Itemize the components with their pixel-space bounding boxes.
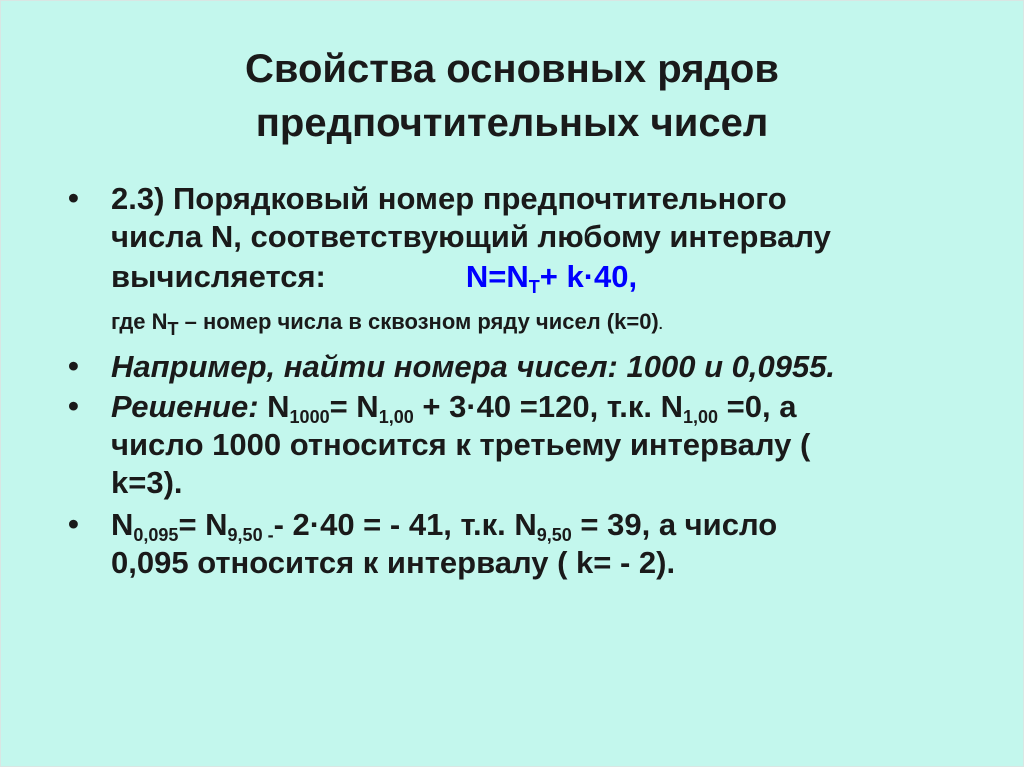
item3-sub-c: 1,00 bbox=[683, 407, 719, 427]
item4-eq-a: = N bbox=[178, 507, 228, 542]
item3-eq-c: =0, а bbox=[718, 389, 797, 424]
bullet-item-solution bbox=[68, 388, 968, 502]
bullet-item-second-example bbox=[68, 506, 968, 582]
slide-title bbox=[0, 42, 1024, 150]
bullet-item-example bbox=[68, 348, 968, 386]
formula-part-a: N=N bbox=[465, 259, 529, 294]
item4-eq-b: - 2·40 = - 41, т.к. N bbox=[273, 507, 537, 542]
title-line-2: предпочтительных чисел bbox=[255, 101, 769, 145]
item4-sub-b: 9,50 - bbox=[227, 525, 274, 545]
solution-label: Решение: bbox=[111, 389, 259, 424]
item1-line3-text: вычисляется: bbox=[111, 259, 326, 294]
item3-sub-a: 1000 bbox=[289, 407, 330, 427]
formula-subscript: T bbox=[528, 277, 540, 297]
bullet-marker: • bbox=[68, 506, 79, 541]
bullet-marker: • bbox=[68, 388, 79, 423]
formula-part-b: + k·40, bbox=[539, 259, 638, 294]
title-line-1: Свойства основных рядов bbox=[245, 47, 779, 91]
item3-line3: k=3). bbox=[111, 465, 183, 500]
formula bbox=[465, 259, 638, 297]
item4-eq-c: = 39, а число bbox=[571, 507, 778, 542]
item3-eq-a: = N bbox=[329, 389, 379, 424]
item1-line3 bbox=[111, 256, 968, 298]
note-subscript: T bbox=[167, 319, 179, 339]
item4-line1 bbox=[111, 506, 968, 544]
item2-line1: Например, найти номера чисел: 1000 и 0,0955. bbox=[111, 349, 836, 384]
item4-n: N bbox=[111, 507, 134, 542]
slide-content bbox=[68, 180, 968, 582]
item3-sub-b: 1,00 bbox=[378, 407, 414, 427]
item4-sub-c: 9,50 bbox=[536, 525, 572, 545]
note-text-b: – номер числа в сквозном ряду чисел (k=0) bbox=[178, 309, 659, 334]
item4-line2: 0,095 относится к интервалу ( k= - 2). bbox=[111, 545, 676, 580]
item4-sub-a: 0,095 bbox=[133, 525, 179, 545]
item3-line1 bbox=[111, 388, 968, 426]
bullet-marker: • bbox=[68, 348, 79, 383]
bullet-item-ordinal-number bbox=[68, 180, 968, 298]
item3-eq-b: + 3·40 =120, т.к. N bbox=[413, 389, 683, 424]
bullet-marker: • bbox=[68, 180, 79, 215]
item3-line2: число 1000 относится к третьему интервалу ( bbox=[111, 427, 811, 462]
item3-n: N bbox=[258, 389, 290, 424]
item1-line1: 2.3) Порядковый номер предпочтительного bbox=[111, 181, 787, 216]
note-tail: . bbox=[658, 316, 663, 332]
note-text-a: где N bbox=[111, 309, 168, 334]
formula-note bbox=[68, 302, 968, 344]
item1-line2: числа N, соответствующий любому интервалу bbox=[111, 219, 831, 254]
